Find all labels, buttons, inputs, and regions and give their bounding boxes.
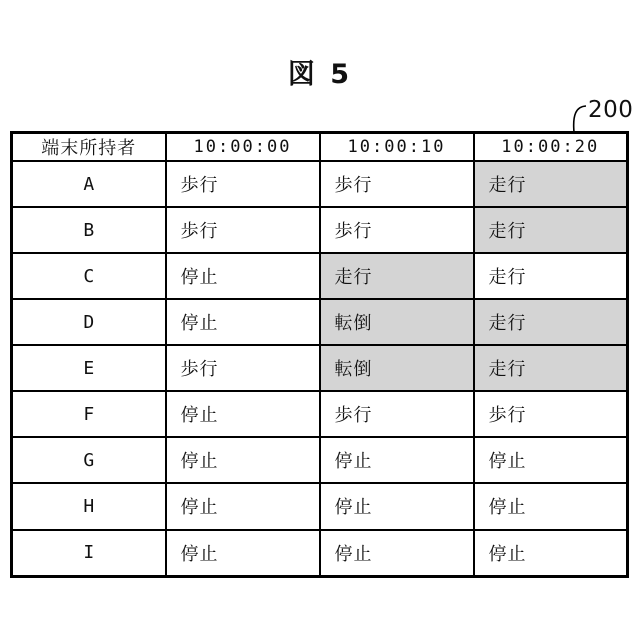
figure-title: 図 5 [287, 59, 353, 90]
reference-number: 200 [588, 97, 634, 123]
cell-holder: G [12, 437, 166, 483]
cell-state: 走行 [474, 207, 628, 253]
cell-state: 停止 [166, 391, 320, 437]
cell-state: 転倒 [320, 345, 474, 391]
cell-holder: H [12, 483, 166, 529]
cell-state: 停止 [320, 437, 474, 483]
table-row [12, 299, 628, 345]
cell-state: 歩行 [320, 161, 474, 207]
col-header-time-2: 10:00:10 [320, 133, 474, 162]
cell-state: 歩行 [166, 345, 320, 391]
cell-state: 停止 [320, 530, 474, 577]
cell-state: 停止 [166, 299, 320, 345]
cell-state: 走行 [474, 299, 628, 345]
cell-state: 停止 [474, 437, 628, 483]
status-table [10, 131, 629, 578]
cell-holder: I [12, 530, 166, 577]
cell-state: 停止 [320, 483, 474, 529]
cell-state: 走行 [474, 253, 628, 299]
cell-state: 停止 [166, 483, 320, 529]
cell-state: 歩行 [474, 391, 628, 437]
status-table-body [12, 161, 628, 577]
cell-holder: F [12, 391, 166, 437]
cell-holder: C [12, 253, 166, 299]
col-header-time-3: 10:00:20 [474, 133, 628, 162]
table-row [12, 253, 628, 299]
cell-state: 歩行 [320, 391, 474, 437]
col-header-holder: 端末所持者 [12, 133, 166, 162]
cell-state: 走行 [474, 161, 628, 207]
cell-holder: E [12, 345, 166, 391]
cell-state: 停止 [474, 530, 628, 577]
col-header-time-1: 10:00:00 [166, 133, 320, 162]
table-row [12, 530, 628, 577]
cell-holder: B [12, 207, 166, 253]
table-row [12, 391, 628, 437]
table-row [12, 345, 628, 391]
table-row [12, 437, 628, 483]
status-table-header [12, 133, 628, 162]
cell-state: 走行 [474, 345, 628, 391]
cell-state: 歩行 [320, 207, 474, 253]
cell-state: 転倒 [320, 299, 474, 345]
cell-state: 走行 [320, 253, 474, 299]
cell-state: 歩行 [166, 161, 320, 207]
table-row [12, 483, 628, 529]
cell-state: 停止 [474, 483, 628, 529]
header-row [12, 133, 628, 162]
cell-holder: D [12, 299, 166, 345]
cell-state: 停止 [166, 530, 320, 577]
table-row [12, 161, 628, 207]
cell-state: 歩行 [166, 207, 320, 253]
cell-state: 停止 [166, 253, 320, 299]
cell-state: 停止 [166, 437, 320, 483]
table-row [12, 207, 628, 253]
cell-holder: A [12, 161, 166, 207]
